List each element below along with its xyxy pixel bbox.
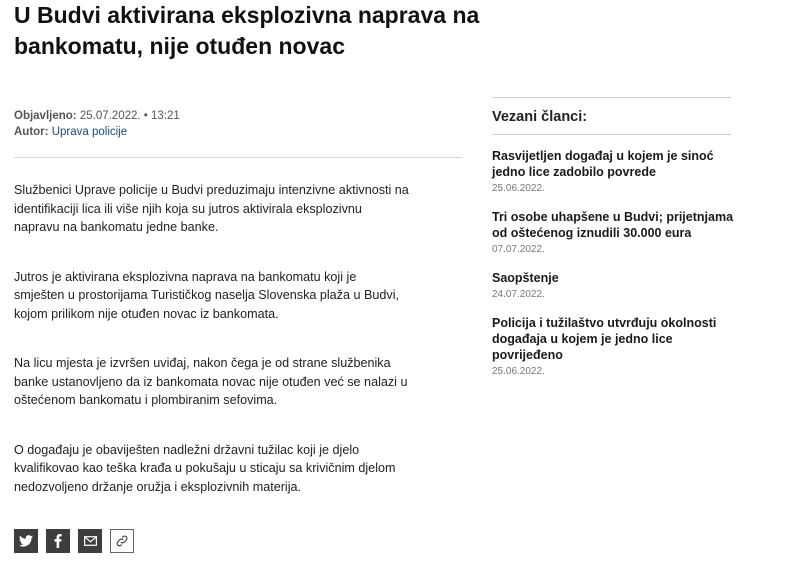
article-body <box>14 181 409 527</box>
related-item-date: 25.06.2022. <box>492 366 545 377</box>
article-paragraph: Jutros je aktivirana eksplozivna naprava na bankomatu koji je smješten u prostorijama Turističkog naselja Slovenska plaža u Budvi, kojom prilikom nije otuđen novac iz bankomata. <box>14 269 399 321</box>
related-item-date: 07.07.2022. <box>492 244 545 255</box>
meta-divider <box>14 157 462 158</box>
share-facebook-button[interactable] <box>46 529 70 553</box>
published-line <box>14 108 180 124</box>
published-label: Objavljeno: <box>14 110 77 122</box>
author-link[interactable]: Uprava policije <box>51 126 128 138</box>
related-item[interactable] <box>492 209 737 255</box>
link-icon <box>115 534 129 548</box>
related-item[interactable] <box>492 148 737 194</box>
related-articles <box>492 148 737 392</box>
related-item-title[interactable]: Rasvijetljen događaj u kojem je sinoć jedno lice zadobilo povrede <box>492 149 714 179</box>
article-paragraph: Na licu mjesta je izvršen uviđaj, nakon čega je od strane službenika banke ustanovljeno da iz bankomata novac nije otuđen već se nalazi u oštećenom bankomatu i plombiranim sefovima. <box>14 356 408 407</box>
related-heading: Vezani članci: <box>492 109 588 125</box>
related-item[interactable] <box>492 315 737 377</box>
share-bar <box>14 529 134 553</box>
facebook-icon <box>54 534 62 548</box>
share-twitter-button[interactable] <box>14 529 38 553</box>
related-item-title[interactable]: Tri osobe uhapšene u Budvi; prijetnjama od oštećenog iznudili 30.000 eura <box>492 210 734 240</box>
related-item-date: 24.07.2022. <box>492 289 545 300</box>
author-label: Autor: <box>14 126 49 138</box>
article-title: U Budvi aktivirana eksplozivna naprava na bankomatu, nije otuđen novac <box>14 2 480 59</box>
related-item[interactable] <box>492 270 737 300</box>
email-icon <box>84 536 97 546</box>
published-value: 25.07.2022. • 13:21 <box>79 110 180 122</box>
sidebar-top-divider <box>492 97 731 98</box>
related-item-title[interactable]: Policija i tužilaštvo utvrđuju okolnosti događaja u kojem je jedno lice povrijeđeno <box>492 316 717 362</box>
article-meta <box>14 108 180 140</box>
share-email-button[interactable] <box>78 529 102 553</box>
article-paragraph: Službenici Uprave policije u Budvi preduzimaju intenzivne aktivnosti na identifikaciji lica ili više njih koja su jutros aktivirala eksplozivnu napravu na bankomatu jedne banke. <box>14 183 409 234</box>
related-item-date: 25.06.2022. <box>492 183 545 194</box>
twitter-icon <box>19 535 33 547</box>
article-paragraph: O događaju je obaviješten nadležni državni tužilac koji je djelo kvalifikovao kao teška krađa u pokušaju u sticaju sa krivičnim djelom nedozvoljeno držanje oružja i eksplozivnih materija. <box>14 442 396 494</box>
sidebar-divider <box>492 134 731 135</box>
related-item-title[interactable]: Saopštenje <box>492 271 559 285</box>
copy-link-button[interactable] <box>110 529 134 553</box>
author-line <box>14 124 180 140</box>
